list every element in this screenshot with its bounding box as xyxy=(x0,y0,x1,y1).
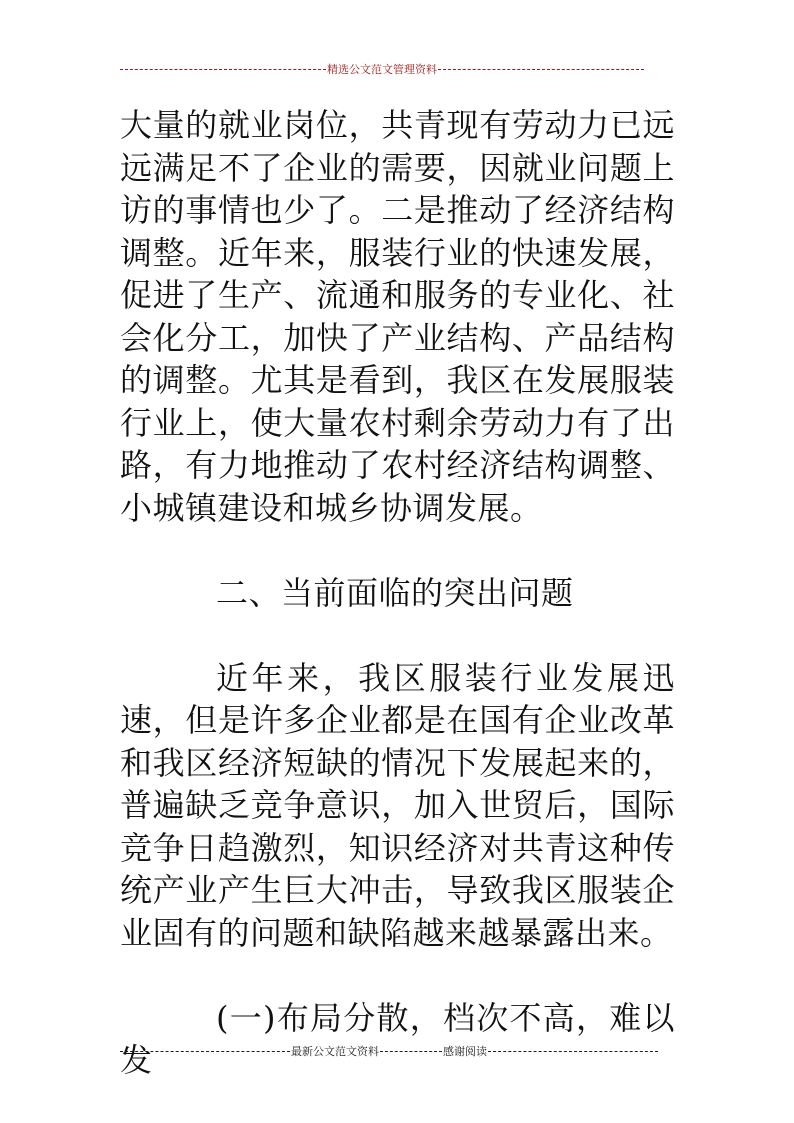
paragraph-problems: 近年来，我区服装行业发展迅速，但是许多企业都是在国有企业改革和我区经济短缺的情况下发展起来的，普遍缺乏竞争意识，加入世贸后，国际竞争日趋激烈，知识经济对共青这种传统产业产生巨大冲击，导致我区服装企业固有的问题和缺陷越来越暴露出来。 xyxy=(120,658,675,952)
document-body xyxy=(120,104,675,1082)
paragraph-spacer xyxy=(120,614,675,657)
subheading-1: (一)布局分散，档次不高，难以发 xyxy=(120,998,675,1079)
page-footer xyxy=(120,1043,658,1059)
paragraph-employment: 大量的就业岗位，共青现有劳动力已远远满足不了企业的需要，因就业问题上访的事情也少了。二是推动了经济结构调整。近年来，服装行业的快速发展，促进了生产、流通和服务的专业化、社会化分工，加快了产业结构、产品结构的调整。尤其是看到，我区在发展服装行业上，使大量农村剩余劳动力有了出路，有力地推动了农村经济结构调整、小城镇建设和城乡协调发展。 xyxy=(120,106,675,527)
footer-left-label: 最新公文范文资料 xyxy=(291,1045,379,1058)
footer-right-label: 感谢阅读 xyxy=(443,1045,487,1058)
header-dashed-rule-right xyxy=(438,69,644,70)
footer-dashed-rule-left xyxy=(120,1051,290,1052)
footer-dashed-rule-middle xyxy=(380,1051,442,1052)
page-header xyxy=(120,61,644,77)
header-label: 精选公文范文管理资料 xyxy=(327,63,437,76)
header-dashed-rule-left xyxy=(120,69,326,70)
footer-dashed-rule-right xyxy=(488,1051,658,1052)
paragraph-spacer xyxy=(120,529,675,572)
paragraph-spacer xyxy=(120,954,675,997)
section-heading-2: 二、当前面临的突出问题 xyxy=(216,573,574,612)
